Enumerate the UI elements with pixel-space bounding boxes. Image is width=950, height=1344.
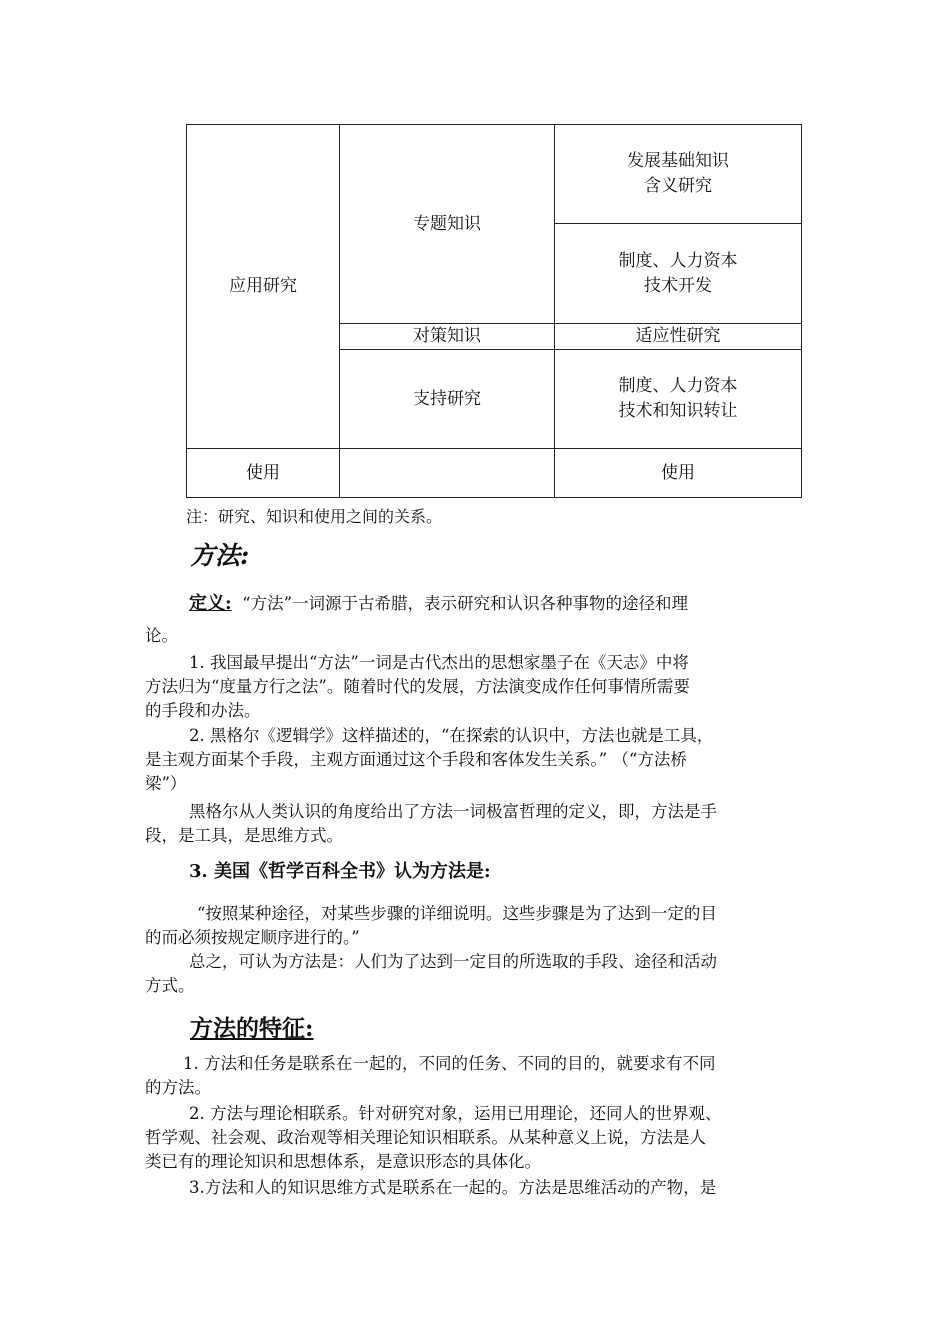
table-note: 注：研究、知识和使用之间的关系。	[186, 507, 443, 526]
hegel-paragraph	[145, 800, 815, 848]
feature-2-line: 2. 方法与理论相联系。针对研究对象，运用已用理论，还同人的世界观、	[189, 1104, 722, 1123]
cell-text-line: 技术和知识转让	[618, 401, 738, 421]
cell-text: 使用	[246, 462, 280, 483]
cell-policy-knowledge	[340, 324, 554, 349]
summary-line: 方式。	[145, 976, 195, 995]
cell-text-line: 发展基础知识	[627, 151, 729, 171]
item-1-line: 方法归为“度量方行之法”。随着时代的发展，方法演变成作任何事情所需要	[145, 677, 690, 696]
item-2-line: 2. 黑格尔《逻辑学》这样描述的，“在探索的认识中，方法也就是工具，	[189, 726, 714, 745]
feature-1-line: 的方法。	[145, 1078, 211, 1097]
cell-text: 应用研究	[229, 276, 297, 296]
summary-line: 总之，可认为方法是：人们为了达到一定目的所选取的手段、途径和活动	[189, 952, 717, 971]
item-1-line: 的手段和办法。	[145, 701, 261, 720]
cell-tech-transfer	[555, 350, 801, 448]
cell-empty	[340, 449, 554, 497]
cell-text-line: 技术开发	[644, 275, 712, 296]
cell-text: 适应性研究	[635, 326, 721, 346]
summary-paragraph	[145, 950, 815, 998]
definition-label: 定义:	[189, 593, 232, 614]
cell-text: 使用	[661, 462, 695, 483]
cell-use-2	[555, 449, 801, 497]
cell-text-line: 含义研究	[644, 176, 712, 196]
item-2-line: 梁”）	[145, 774, 187, 793]
cell-text: 专题知识	[413, 213, 481, 234]
cell-institution-tech	[555, 224, 801, 323]
table-border-bottom	[186, 497, 802, 498]
heading-method: 方法:	[190, 541, 250, 570]
cell-support-research	[340, 350, 554, 448]
item-1-paragraph	[145, 651, 815, 723]
hegel-line: 黑格尔从人类认识的角度给出了方法一词极富哲理的定义，即，方法是手	[189, 802, 717, 821]
cell-text-line: 制度、人力资本	[618, 376, 738, 396]
definition-text: “方法”一词源于古希腊，表示研究和认识各种事物的途径和理	[242, 594, 689, 613]
feature-1-paragraph	[145, 1052, 815, 1100]
item-3-heading-paragraph	[145, 860, 815, 884]
cell-basic-knowledge	[555, 125, 801, 223]
cell-text: 支持研究	[413, 388, 481, 409]
cell-text-line: 制度、人力资本	[618, 250, 738, 271]
hegel-line: 段，是工具，是思维方式。	[145, 826, 343, 845]
relationship-table	[186, 124, 802, 498]
item-1-line: 1. 我国最早提出“方法”一词是古代杰出的思想家墨子在《天志》中将	[189, 653, 689, 672]
quote-line: “按照某种途径，对某些步骤的详细说明。这些步骤是为了达到一定的目	[197, 904, 717, 923]
item-2-line: 是主观方面某个手段，主观方面通过这个手段和客体发生关系。” （“方法桥	[145, 750, 687, 769]
feature-3-line: 3.方法和人的知识思维方式是联系在一起的。方法是思维活动的产物，是	[189, 1178, 717, 1197]
feature-1-line: 1. 方法和任务是联系在一起的，不同的任务、不同的目的，就要求有不同	[183, 1054, 716, 1073]
cell-applied-research	[187, 125, 339, 448]
cell-adaptive-research	[555, 324, 801, 349]
feature-3-paragraph	[145, 1176, 815, 1200]
feature-2-paragraph	[145, 1102, 815, 1174]
cell-use-1	[187, 449, 339, 497]
item-3-heading: 3. 美国《哲学百科全书》认为方法是:	[189, 861, 491, 882]
feature-2-line: 类已有的理论知识和思想体系，是意识形态的具体化。	[145, 1152, 541, 1171]
definition-paragraph	[145, 590, 815, 648]
quote-line: 的而必须按规定顺序进行的。”	[145, 928, 360, 947]
feature-2-line: 哲学观、社会观、政治观等相关理论知识相联系。从某种意义上说，方法是人	[145, 1128, 706, 1147]
table-border-right	[801, 124, 802, 498]
heading-features: 方法的特征:	[190, 1015, 314, 1042]
cell-topic-knowledge	[340, 125, 554, 323]
cell-text: 对策知识	[413, 326, 481, 346]
definition-text-cont: 论。	[145, 626, 178, 645]
item-2-paragraph	[145, 724, 815, 796]
item-3-quote-paragraph	[145, 902, 815, 950]
